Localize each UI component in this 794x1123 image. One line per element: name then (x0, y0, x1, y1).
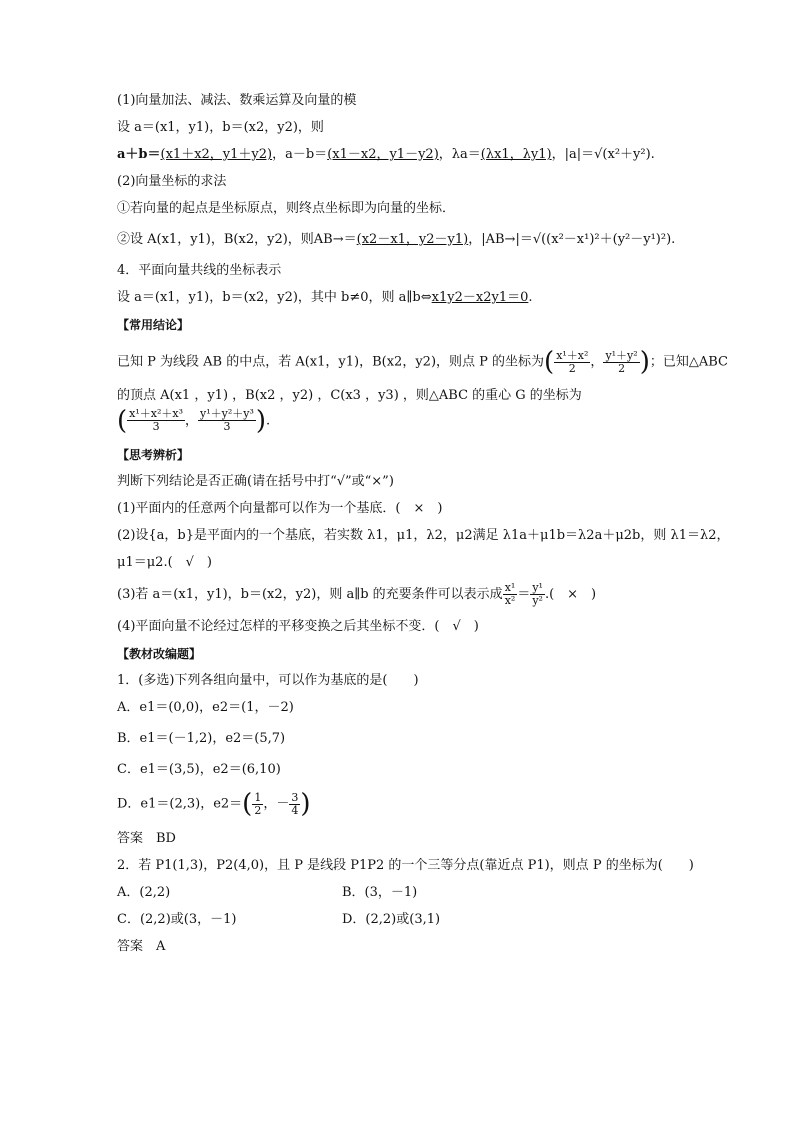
common-conclusion-line-2: 的顶点 A(x1 ，y1) ，B(x2 ，y2) ，C(x3 ，y3) ，则△ABC 的重心 G 的坐标为 (117, 387, 582, 403)
centroid-y-fraction (198, 408, 256, 433)
item-2-answer: (x2－x1，y2－y1) (356, 232, 469, 247)
formula-scale-answer: (λx1，λy1) (480, 147, 552, 162)
problem-2-option-b: B．(3，－1) (342, 884, 418, 900)
problem-2-options-row-2 (117, 911, 687, 929)
formula-sub-answer: (x1－x2，y1－y2) (327, 147, 439, 162)
problem-2-answer: 答案 A (117, 938, 166, 954)
e2-y-fraction (289, 792, 300, 817)
e2-y-denominator: 4 (291, 803, 299, 817)
midpoint-y-numerator: y¹＋y² (605, 348, 638, 362)
right-paren: ) (639, 347, 650, 377)
ratio-x-fraction (503, 582, 518, 607)
item-2-lead: ②设 A(x1，y1)，B(x2，y2)，则AB→＝ (117, 232, 357, 247)
ratio-y-denominator: y² (532, 594, 543, 607)
right-paren: ) (255, 405, 267, 436)
e2-x-numerator: 1 (254, 790, 262, 804)
section-4-lead: 设 a＝(x1，y1)，b＝(x2，y2)，其中 b≠0，则 a∥b⇔ (117, 290, 432, 305)
problem-1-option-b: B．e1＝(－1,2)，e2＝(5,7) (117, 731, 286, 746)
problem-2-option-c: C．(2,2)或(3，－1) (117, 911, 237, 927)
section-2-item-2 (117, 231, 687, 249)
section-1-given: 设 a＝(x1，y1)，b＝(x2，y2)，则 (117, 120, 324, 135)
ratio-y-numerator: y¹ (532, 581, 543, 594)
ratio-equals: ＝ (517, 587, 531, 602)
triangle-lead: ；已知△ABC (649, 354, 728, 370)
section-2-item-1: ①若向量的起点是坐标原点，则终点坐标即为向量的坐标． (117, 201, 456, 216)
problem-2-options-row-1 (117, 884, 687, 902)
section-1-formulas (117, 146, 687, 164)
common-conclusion-line-1: 已知 P 为线段 AB 的中点，若 A(x1，y1)，B(x2，y2)，则点 P 的坐标为( $\frac{\text{x¹＋x²}}{2}$ ， $\frac{\text{y¹＋y²}}{2}$ )；已知△ABC (117, 347, 728, 377)
ratio-x-numerator: x¹ (504, 581, 516, 594)
left-paren: ( (242, 789, 253, 819)
think-question-2-line-2: μ1＝μ2.( √ ) (117, 555, 212, 570)
centroid-y-denominator: 3 (223, 420, 231, 433)
document-body (117, 92, 730, 956)
right-paren: ) (300, 789, 311, 819)
formula-add-label: a＋b＝ (117, 147, 161, 162)
midpoint-y-fraction (603, 350, 639, 375)
formula-modulus: ，|a|＝√(x²＋y²). (551, 147, 655, 162)
section-4-answer: x1y2－x2y1＝0 (431, 290, 529, 305)
ratio-y-fraction (530, 582, 545, 607)
item-2-modulus: ，|AB→|＝√((x²－x¹)²＋(y²－y¹)²). (468, 232, 676, 247)
problem-1-option-c: C．e1＝(3,5)，e2＝(6,10) (117, 762, 281, 777)
left-paren: ( (117, 405, 128, 436)
centroid-y-numerator: y¹＋y²＋y³ (200, 407, 254, 420)
problem-2-option-d: D．(2,2)或(3,1) (342, 911, 441, 927)
problem-1-answer: 答案 BD (117, 830, 176, 846)
midpoint-x-denominator: 2 (568, 361, 576, 375)
question-3-lead: (3)若 a＝(x1，y1)，b＝(x2，y2)，则 a∥b 的充要条件可以表示成 (117, 587, 503, 602)
question-3-mark: .( × ) (544, 587, 597, 602)
centroid-x-denominator: 3 (152, 420, 160, 433)
left-paren: ( (544, 347, 555, 377)
section-4-title: 4．平面向量共线的坐标表示 (117, 263, 282, 278)
problem-1-option-d: D．e1＝(2,3)，e2＝( $\frac{1}{2}$ ，－ $\frac{3}{4}$ ) (117, 789, 311, 819)
e2-x-denominator: 2 (254, 803, 262, 817)
section-4-end: . (528, 290, 533, 305)
midpoint-x-numerator: x¹＋x² (556, 348, 589, 362)
midpoint-lead: 已知 P 为线段 AB 的中点，若 A(x1，y1)，B(x2，y2)，则点 P 的坐标为 (117, 354, 545, 370)
section-4-text (117, 289, 687, 307)
think-question-2-line-1: (2)设{a，b}是平面内的一个基底，若实数 λ1，μ1，λ2，μ2满足 λ1a＋μ1b＝λ2a＋μ2b，则 λ1＝λ2， (117, 528, 730, 543)
midpoint-y-denominator: 2 (618, 361, 626, 375)
formula-scale-label: ，λa＝ (438, 147, 481, 162)
midpoint-x-fraction (554, 350, 590, 375)
formula-sub-label: ，a－b＝ (272, 147, 328, 162)
problem-1-stem: 1．(多选)下列各组向量中，可以作为基底的是( ) (117, 673, 419, 688)
think-question-1: (1)平面内的任意两个向量都可以作为一个基底．( × ) (117, 501, 443, 516)
problem-1-option-a: A．e1＝(0,0)，e2＝(1，－2) (117, 700, 294, 715)
e2-y-numerator: 3 (291, 790, 299, 804)
formula-add-answer: (x1＋x2，y1＋y2) (160, 147, 273, 162)
centroid-x-fraction (127, 408, 185, 433)
think-question-3 (117, 581, 687, 609)
think-heading: 【思考辨析】 (117, 448, 190, 462)
problem-2-option-a: A．(2,2) (117, 884, 171, 900)
think-question-4: (4)平面向量不论经过怎样的平移变换之后其坐标不变．( √ ) (117, 619, 479, 634)
section-2-title: (2)向量坐标的求法 (117, 174, 227, 189)
textbook-heading: 【教材改编题】 (117, 647, 202, 661)
common-conclusion-line-3: ( $\frac{\text{x¹＋x²＋x³}}{3}$ ， $\frac{\text{y¹＋y²＋y³}}{3}$ ). (117, 405, 271, 436)
problem-2-stem: 2．若 P1(1,3)，P2(4,0)，且 P 是线段 P1P2 的一个三等分点(靠近点 P1)，则点 P 的坐标为( ) (117, 857, 694, 873)
common-conclusion-heading: 【常用结论】 (117, 318, 190, 332)
option-d-lead: D．e1＝(2,3)，e2＝ (117, 796, 243, 812)
think-intro: 判断下列结论是否正确(请在括号中打“√”或“×”) (117, 474, 394, 489)
centroid-x-numerator: x¹＋x²＋x³ (129, 407, 183, 420)
e2-x-fraction (252, 792, 263, 817)
section-1-title: (1)向量加法、减法、数乘运算及向量的模 (117, 93, 357, 108)
ratio-x-denominator: x² (504, 594, 516, 607)
